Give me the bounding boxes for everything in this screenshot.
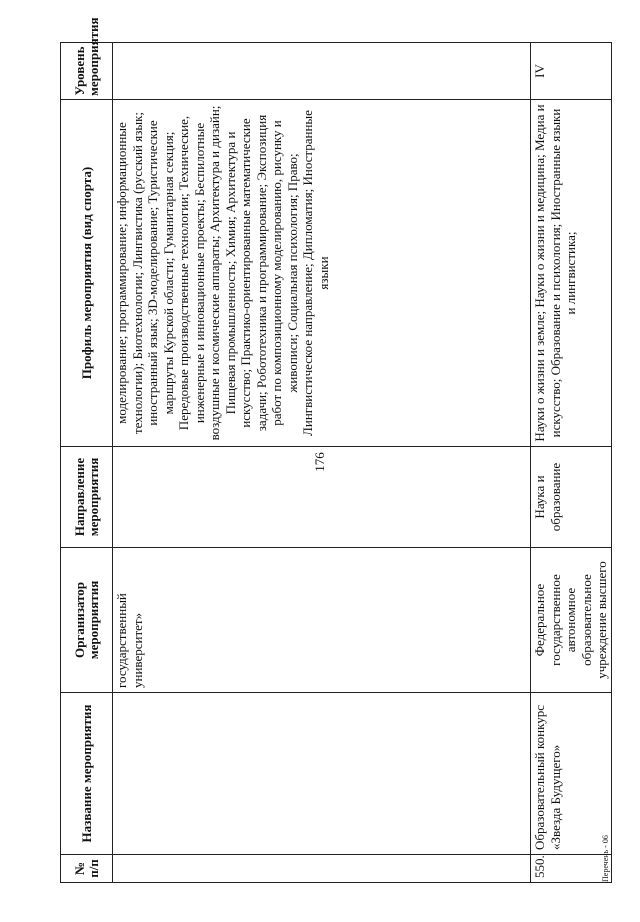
table-header-row bbox=[61, 43, 113, 883]
cell-direction: Наука и образование bbox=[531, 447, 612, 548]
header-direction: Направление мероприятия bbox=[61, 447, 113, 548]
header-level: Уровень мероприятия bbox=[61, 43, 113, 100]
cell-name bbox=[113, 693, 531, 855]
header-name: Название мероприятия bbox=[61, 693, 113, 855]
cell-organizer: Федеральное государственное автономное образовательное учреждение высшего bbox=[531, 548, 612, 693]
rotated-table-stage bbox=[60, 17, 610, 883]
header-num: № п/п bbox=[61, 855, 113, 883]
cell-level bbox=[113, 43, 531, 100]
cell-num bbox=[113, 855, 531, 883]
cell-direction bbox=[113, 447, 531, 548]
cell-num: 550. bbox=[531, 855, 612, 883]
header-organizer: Организатор мероприятия bbox=[61, 548, 113, 693]
header-profile: Профиль мероприятия (вид спорта) bbox=[61, 100, 113, 447]
cell-organizer: государственный университет» bbox=[113, 548, 531, 693]
table-row bbox=[113, 43, 531, 883]
events-table bbox=[60, 17, 612, 883]
cell-profile: моделирование; программирование; информационные технологии); Биотехнологии; Лингвистика (русский язык; иностранный язык; 3D-моделирование; Туристические маршруты Курской области; Гуманитарная секция; Передовые производственные технологии; Технические, инженерные и инновационные проекты; Беспилотные воздушные и космические аппараты; Архитектура и дизайн; Пищевая промышленность; Химия; Архитектура и искусство; Практико-ориентированные математические задачи; Робототехника и программирование; Экспозиция работ по композиционному моделированию, рисунку и живописи; Социальная психология; Право; Лингвистическое направление; Дипломатия; Иностранные языки bbox=[113, 100, 531, 447]
cell-level: IV bbox=[531, 43, 612, 100]
table-row bbox=[531, 43, 612, 883]
rotated-table-wrapper bbox=[60, 17, 610, 883]
cell-name: Образовательный конкурс «Звезда Будущего» bbox=[531, 693, 612, 855]
page-number: 176 bbox=[312, 452, 327, 472]
footer-note: Перечень - 06 bbox=[601, 835, 610, 882]
cell-profile: Науки о жизни и земле; Науки о жизни и медицина; Медиа и искусство; Образование и психология; Иностранные языки и лингвистика; bbox=[531, 100, 612, 447]
